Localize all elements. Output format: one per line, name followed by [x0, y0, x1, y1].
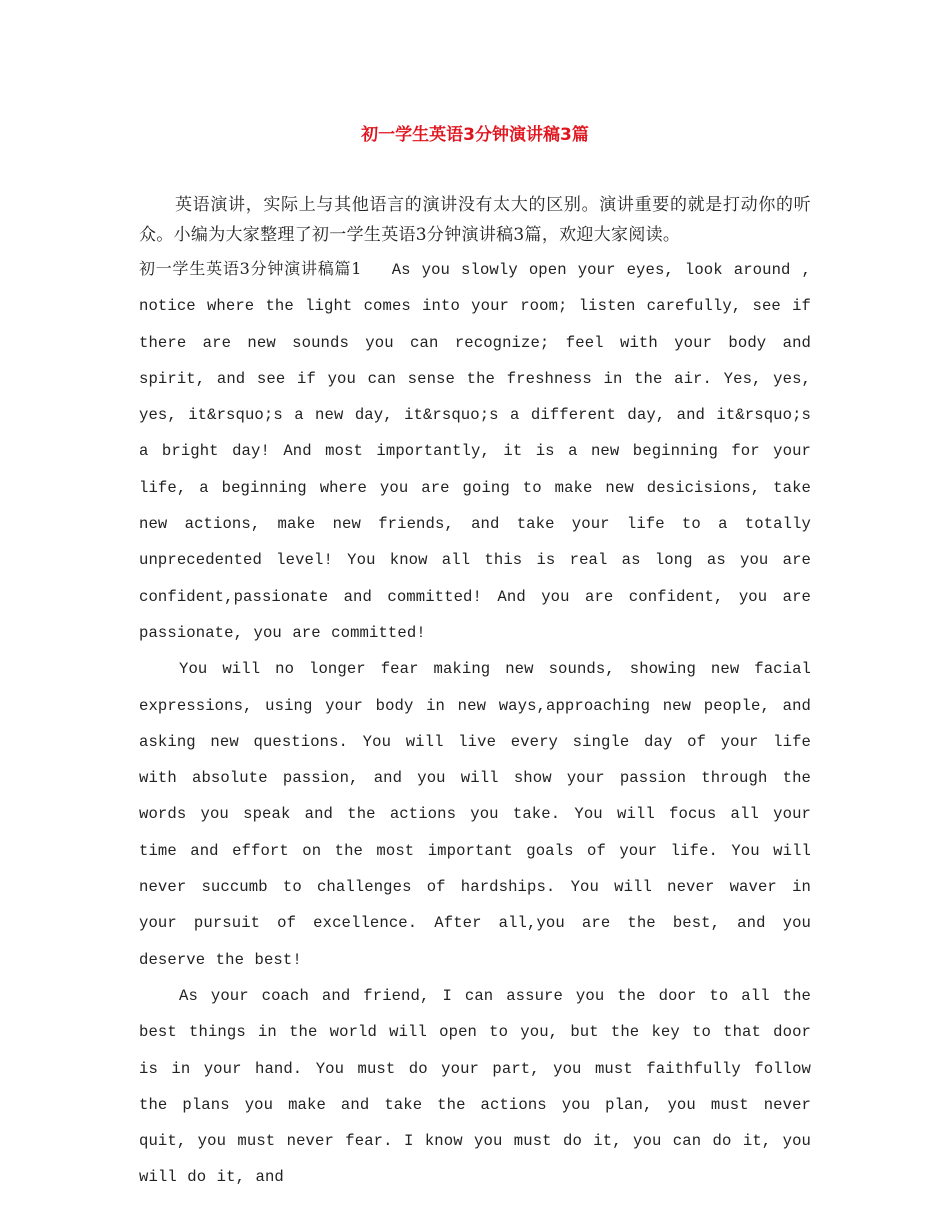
paragraph-1 — [139, 251, 811, 651]
intro-paragraph: 英语演讲，实际上与其他语言的演讲没有太大的区别。演讲重要的就是打动你的听众。小编为大家整理了初一学生英语3分钟演讲稿3篇，欢迎大家阅读。 — [139, 195, 811, 245]
document-title: 初一学生英语3分钟演讲稿3篇 — [361, 125, 589, 145]
document-body — [139, 190, 811, 1196]
paragraph-3: As your coach and friend, I can assure you the door to all the best things in the world will open to you, but the key to that door is in your hand. You must do your part, you must faithfully follow the plans you make and take the actions you plan, you must never quit, you must never fear. I know you must do it, you can do it, you will do it, and — [139, 986, 811, 1187]
paragraph-2: You will no longer fear making new sounds, showing new facial expressions, using your body in new ways,approaching new people, and asking new questions. You will live every single day of your life with absolute passion, and you will show your passion through the words you speak and the actions you take. You will focus all your time and effort on the most important goals of your life. You will never succumb to challenges of hardships. You will never waver in your pursuit of excellence. After all,you are the best, and you deserve the best! — [139, 660, 811, 969]
paragraph-1-text: As you slowly open your eyes, look around , notice where the light comes into your room; listen carefully, see if there are new sounds you can recognize; feel with your body and spirit, and see if you can sense the freshness in the air. Yes, yes, yes, it&rsquo;s a new day, it&rsquo;s a different day, and it&rsquo;s a bright day! And most importantly, it is a new beginning for your life, a beginning where you are going to make new desicisions, take new actions, make new friends, and take your life to a totally unprecedented level! You know all this is real as long as you are confident,passionate and committed! And you are confident, you are passionate, you are committed! — [139, 261, 811, 642]
section-heading: 初一学生英语3分钟演讲稿篇1 — [139, 259, 362, 278]
